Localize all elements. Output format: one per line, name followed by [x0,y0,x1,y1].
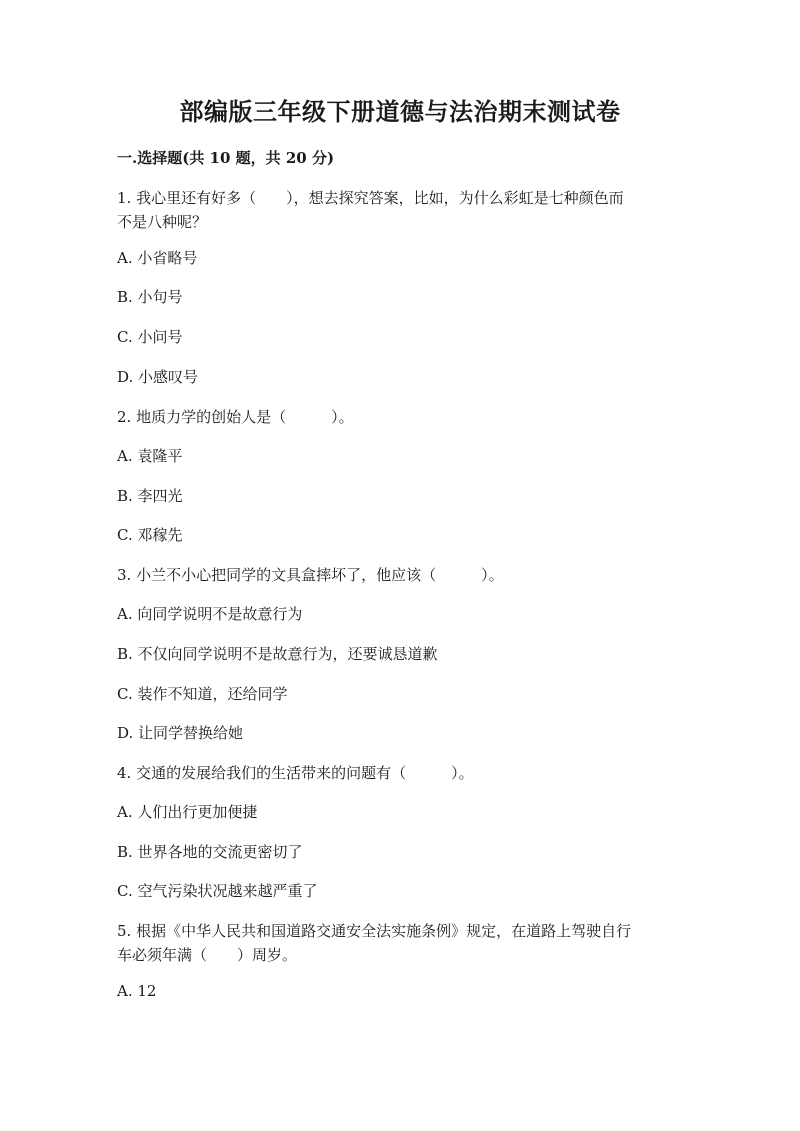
option-c: C. 邓稼先 [117,526,183,544]
section-heading: 一.选择题(共 10 题，共 20 分) [117,149,335,167]
document-title: 部编版三年级下册道德与法治期末测试卷 [179,97,621,126]
option-b: B. 小句号 [117,288,183,306]
question-stem-line: 1. 我心里还有好多（ ），想去探究答案，比如，为什么彩虹是七种颜色而 [117,189,624,207]
question-stem-line: 2. 地质力学的创始人是（ ）。 [117,408,354,426]
option-c: C. 小问号 [117,328,183,346]
option-a: A. 人们出行更加便捷 [117,803,258,821]
option-c: C. 空气污染状况越来越严重了 [117,882,318,900]
question-stem-line: 3. 小兰不小心把同学的文具盒摔坏了，他应该（ ）。 [117,566,504,584]
option-b: B. 不仅向同学说明不是故意行为，还要诚恳道歉 [117,645,438,663]
option-d: D. 让同学替换给她 [117,724,244,742]
question-stem-line: 4. 交通的发展给我们的生活带来的问题有（ ）。 [117,764,474,782]
option-a: A. 向同学说明不是故意行为 [117,605,303,623]
option-c: C. 装作不知道，还给同学 [117,685,288,703]
option-b: B. 世界各地的交流更密切了 [117,843,303,861]
option-b: B. 李四光 [117,487,183,505]
option-a: A. 12 [117,982,157,1000]
question-stem-line: 车必须年满（ ）周岁。 [117,946,298,964]
option-a: A. 袁隆平 [117,447,183,465]
option-d: D. 小感叹号 [117,368,199,386]
question-stem-line: 5. 根据《中华人民共和国道路交通安全法实施条例》规定，在道路上驾驶自行 [117,922,632,940]
question-stem-line: 不是八种呢？ [117,213,208,231]
option-a: A. 小省略号 [117,249,198,267]
